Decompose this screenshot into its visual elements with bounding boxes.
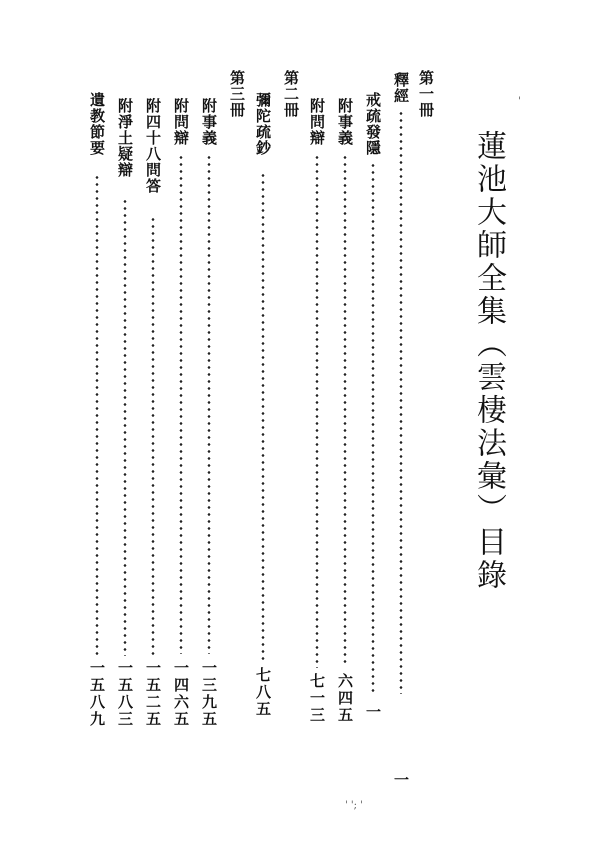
toc-entry[interactable] — [362, 92, 384, 732]
dot-leader — [315, 154, 319, 668]
toc-entry-label: 附四十八問答 — [144, 98, 162, 194]
toc-entry-label: 遺教節要 — [88, 92, 106, 156]
toc-entry-page: 六四五 — [336, 673, 354, 724]
toc-entry-page: 一三九五 — [200, 660, 218, 728]
toc-entry-page: 一五二五 — [144, 660, 162, 728]
page-title: 蓮池大師全集︵雲棲法彙︶目錄 — [471, 130, 506, 592]
toc-entry[interactable] — [252, 92, 274, 732]
toc-entry[interactable] — [170, 98, 192, 738]
toc-entry-label: 附事義 — [200, 98, 218, 146]
dot-leader — [261, 172, 265, 662]
dot-leader — [123, 198, 127, 656]
toc-entry-page: 七八五 — [254, 667, 272, 718]
toc-entry-label: 戒疏發隱 — [364, 92, 382, 156]
toc-entry[interactable] — [306, 98, 328, 738]
toc-entry-label: 附事義 — [336, 98, 354, 146]
margin-mark: ' — [518, 96, 521, 107]
toc-entry-page: 一 — [364, 704, 382, 721]
volume-heading-3: 第三冊 — [228, 70, 246, 118]
toc-entry-page: 一 — [392, 772, 410, 789]
toc-entry[interactable] — [86, 92, 108, 732]
dot-leader — [179, 154, 183, 654]
toc-entry-page: 七一三 — [308, 673, 326, 724]
toc-entry[interactable] — [334, 98, 356, 738]
dot-leader — [95, 174, 99, 656]
toc-entry[interactable] — [114, 98, 136, 738]
toc-entry-label: 附問辯 — [172, 98, 190, 146]
dot-leader — [207, 154, 211, 654]
margin-mark: ' '; ' — [345, 800, 363, 811]
toc-entry-page: 一五八三 — [116, 660, 134, 728]
dot-leader — [343, 154, 347, 666]
volume-heading-2: 第二冊 — [282, 70, 300, 118]
dot-leader — [371, 162, 375, 694]
toc-entry[interactable] — [390, 72, 412, 789]
toc-entry-label: 彌陀疏鈔 — [254, 92, 272, 156]
toc-entry-page: 一四六五 — [172, 660, 190, 728]
toc-entry-page: 一五八九 — [88, 660, 106, 728]
toc-entry-label: 附問辯 — [308, 98, 326, 146]
toc-entry-label: 附淨土疑辯 — [116, 98, 134, 178]
dot-leader — [399, 110, 403, 694]
dot-leader — [151, 216, 155, 656]
toc-entry-label: 釋經 — [392, 72, 410, 104]
toc-entry[interactable] — [198, 98, 220, 738]
toc-entry[interactable] — [142, 98, 164, 738]
volume-heading-1: 第一冊 — [417, 70, 435, 118]
